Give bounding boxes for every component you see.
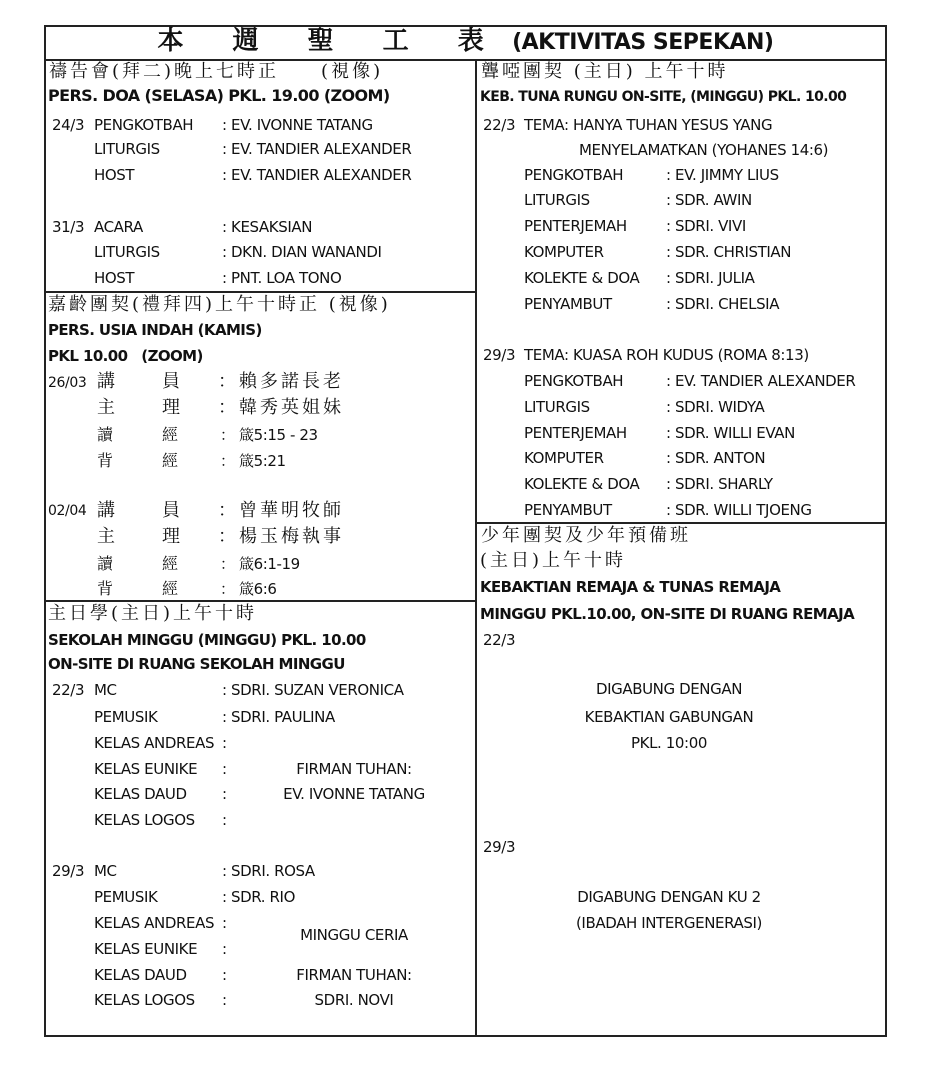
prayer-date-1: 24/3: [52, 116, 85, 134]
deaf-name: : SDRI. JULIA: [666, 269, 755, 287]
elderly-name: ： 箴6:6: [220, 580, 277, 598]
page-title: [44, 25, 887, 60]
sundayschool-date-2: 29/3: [52, 862, 85, 880]
deaf-name: : SDRI. WIDYA: [666, 398, 765, 416]
deaf-date-2: 29/3: [483, 346, 516, 364]
sundayschool-note: SDRI. NOVI: [314, 991, 394, 1009]
deaf-role: KOMPUTER: [524, 449, 604, 467]
deaf-role: PENGKOTBAH: [524, 166, 624, 184]
deaf-theme: MENYELAMATKAN (YOHANES 14:6): [579, 141, 829, 159]
elderly-role-a: 背: [97, 579, 117, 598]
youth-note: PKL. 10:00: [630, 734, 707, 752]
elderly-name: ：曾華明牧師: [218, 500, 344, 521]
elderly-role-b: 理: [162, 526, 183, 547]
sundayschool-role: KELAS EUNIKE: [94, 760, 198, 778]
deaf-name: : SDRI. VIVI: [666, 217, 746, 235]
deaf-role: PENGKOTBAH: [524, 372, 624, 390]
deaf-role: PENTERJEMAH: [524, 217, 627, 235]
prayer-heading-zh: 禱告會(拜二)晚上七時正 (視像): [49, 61, 384, 82]
sundayschool-name: : SDRI. PAULINA: [222, 708, 335, 726]
sundayschool-name: :: [222, 966, 227, 984]
deaf-name: : SDR. AWIN: [666, 191, 752, 209]
title-chinese: 本 週 聖 工 表: [157, 26, 504, 56]
sundayschool-role: KELAS DAUD: [94, 966, 187, 984]
deaf-heading-id: KEB. TUNA RUNGU ON-SITE, (MINGGU) PKL. 10.00: [480, 89, 847, 105]
youth-note: DIGABUNG DENGAN: [595, 680, 743, 698]
elderly-name: ：韓秀英姐妹: [218, 397, 344, 418]
sundayschool-name: : SDRI. SUZAN VERONICA: [222, 681, 404, 699]
deaf-name: : SDRI. SHARLY: [666, 475, 773, 493]
deaf-role: PENYAMBUT: [524, 501, 612, 519]
column-divider: [475, 60, 477, 1037]
sundayschool-role: MC: [94, 862, 117, 880]
sundayschool-heading-id-2: ON-SITE DI RUANG SEKOLAH MINGGU: [48, 655, 345, 673]
elderly-role-a: 講: [97, 371, 118, 392]
prayer-name: : PNT. LOA TONO: [222, 269, 342, 287]
deaf-role: KOMPUTER: [524, 243, 604, 261]
sundayschool-role: KELAS LOGOS: [94, 991, 195, 1009]
elderly-role-b: 員: [162, 371, 183, 392]
sundayschool-name: : SDR. RIO: [222, 888, 295, 906]
deaf-name: : SDR. WILLI EVAN: [666, 424, 795, 442]
prayer-name: : KESAKSIAN: [222, 218, 313, 236]
elderly-role-b: 經: [162, 579, 182, 598]
deaf-name: : EV. JIMMY LIUS: [666, 166, 779, 184]
elderly-role-a: 讀: [97, 425, 117, 444]
deaf-role: KOLEKTE & DOA: [524, 475, 640, 493]
deaf-name: : SDR. CHRISTIAN: [666, 243, 792, 261]
youth-date-1: 22/3: [483, 631, 516, 649]
prayer-role: PENGKOTBAH: [94, 116, 194, 134]
youth-note: DIGABUNG DENGAN KU 2: [577, 888, 761, 906]
title-latin: (AKTIVITAS SEPEKAN): [512, 30, 774, 55]
deaf-name: : SDRI. CHELSIA: [666, 295, 780, 313]
prayer-role: LITURGIS: [94, 243, 160, 261]
divider-deaf-youth: [476, 522, 887, 524]
elderly-role-b: 員: [162, 500, 183, 521]
prayer-date-2: 31/3: [52, 218, 85, 236]
sundayschool-note: FIRMAN TUHAN:: [296, 760, 412, 778]
youth-date-2: 29/3: [483, 838, 516, 856]
elderly-name: ：楊玉梅執事: [218, 526, 344, 547]
deaf-theme: TEMA: KUASA ROH KUDUS (ROMA 8:13): [524, 346, 809, 364]
deaf-name: : EV. TANDIER ALEXANDER: [666, 372, 856, 390]
prayer-role: HOST: [94, 166, 135, 184]
prayer-name: : EV. TANDIER ALEXANDER: [222, 140, 412, 158]
youth-heading-id-1: KEBAKTIAN REMAJA & TUNAS REMAJA: [480, 578, 781, 596]
elderly-role-a: 背: [97, 451, 117, 470]
elderly-role-b: 經: [162, 554, 182, 573]
elderly-heading-id-2: PKL 10.00 (ZOOM): [48, 347, 203, 365]
sundayschool-heading-id-1: SEKOLAH MINGGU (MINGGU) PKL. 10.00: [48, 631, 366, 649]
sundayschool-name: :: [222, 914, 227, 932]
sundayschool-role: KELAS DAUD: [94, 785, 187, 803]
sundayschool-heading-zh: 主日學(主日)上午十時: [48, 603, 258, 624]
sundayschool-role: KELAS ANDREAS: [94, 914, 215, 932]
youth-heading-zh-2: (主日)上午十時: [480, 550, 627, 571]
prayer-name: : EV. TANDIER ALEXANDER: [222, 166, 412, 184]
youth-note: (IBADAH INTERGENERASI): [575, 914, 762, 932]
deaf-name: : SDR. ANTON: [666, 449, 766, 467]
deaf-role: LITURGIS: [524, 398, 590, 416]
youth-heading-id-2: MINGGU PKL.10.00, ON-SITE DI RUANG REMAJA: [480, 605, 855, 623]
sundayschool-name: :: [222, 760, 227, 778]
youth-note: KEBAKTIAN GABUNGAN: [584, 708, 754, 726]
sundayschool-note: EV. IVONNE TATANG: [283, 785, 425, 803]
sundayschool-name: :: [222, 991, 227, 1009]
prayer-name: : EV. IVONNE TATANG: [222, 116, 373, 134]
elderly-name: ：賴多諾長老: [218, 371, 344, 392]
elderly-role-a: 主: [97, 526, 118, 547]
deaf-role: LITURGIS: [524, 191, 590, 209]
sundayschool-role: PEMUSIK: [94, 888, 158, 906]
prayer-heading-id: PERS. DOA (SELASA) PKL. 19.00 (ZOOM): [48, 86, 390, 105]
deaf-role: PENTERJEMAH: [524, 424, 627, 442]
elderly-date-1: 26/03: [48, 375, 87, 391]
sundayschool-name: : SDRI. ROSA: [222, 862, 315, 880]
sundayschool-date-1: 22/3: [52, 681, 85, 699]
deaf-role: KOLEKTE & DOA: [524, 269, 640, 287]
deaf-name: : SDR. WILLI TJOENG: [666, 501, 812, 519]
elderly-role-a: 講: [97, 500, 118, 521]
divider-elderly-sundayschool: [44, 600, 476, 602]
deaf-theme: TEMA: HANYA TUHAN YESUS YANG: [524, 116, 773, 134]
prayer-role: HOST: [94, 269, 135, 287]
sundayschool-role: KELAS EUNIKE: [94, 940, 198, 958]
elderly-role-b: 理: [162, 397, 183, 418]
elderly-role-b: 經: [162, 425, 182, 444]
prayer-role: ACARA: [94, 218, 143, 236]
sundayschool-role: KELAS ANDREAS: [94, 734, 215, 752]
elderly-date-2: 02/04: [48, 503, 87, 519]
elderly-name: ： 箴5:21: [220, 452, 286, 470]
deaf-date-1: 22/3: [483, 116, 516, 134]
elderly-heading-id-1: PERS. USIA INDAH (KAMIS): [48, 321, 262, 339]
divider-prayer-elderly: [44, 291, 476, 293]
elderly-role-b: 經: [162, 451, 182, 470]
sundayschool-note: MINGGU CERIA: [300, 926, 408, 944]
elderly-name: ： 箴6:1-19: [220, 555, 300, 573]
sundayschool-role: KELAS LOGOS: [94, 811, 195, 829]
deaf-heading-zh: 聾啞團契 (主日) 上午十時: [481, 61, 729, 82]
sundayschool-name: :: [222, 811, 227, 829]
youth-heading-zh-1: 少年團契及少年預備班: [481, 525, 691, 546]
deaf-role: PENYAMBUT: [524, 295, 612, 313]
elderly-heading-zh: 嘉齡團契(禮拜四)上午十時正 (視像): [48, 294, 391, 315]
sundayschool-role: MC: [94, 681, 117, 699]
sundayschool-note: FIRMAN TUHAN:: [296, 966, 412, 984]
elderly-name: ： 箴5:15 - 23: [220, 426, 318, 444]
sundayschool-name: :: [222, 734, 227, 752]
sundayschool-name: :: [222, 940, 227, 958]
elderly-role-a: 讀: [97, 554, 117, 573]
sundayschool-role: PEMUSIK: [94, 708, 158, 726]
prayer-role: LITURGIS: [94, 140, 160, 158]
elderly-role-a: 主: [97, 397, 118, 418]
prayer-name: : DKN. DIAN WANANDI: [222, 243, 382, 261]
sundayschool-name: :: [222, 785, 227, 803]
